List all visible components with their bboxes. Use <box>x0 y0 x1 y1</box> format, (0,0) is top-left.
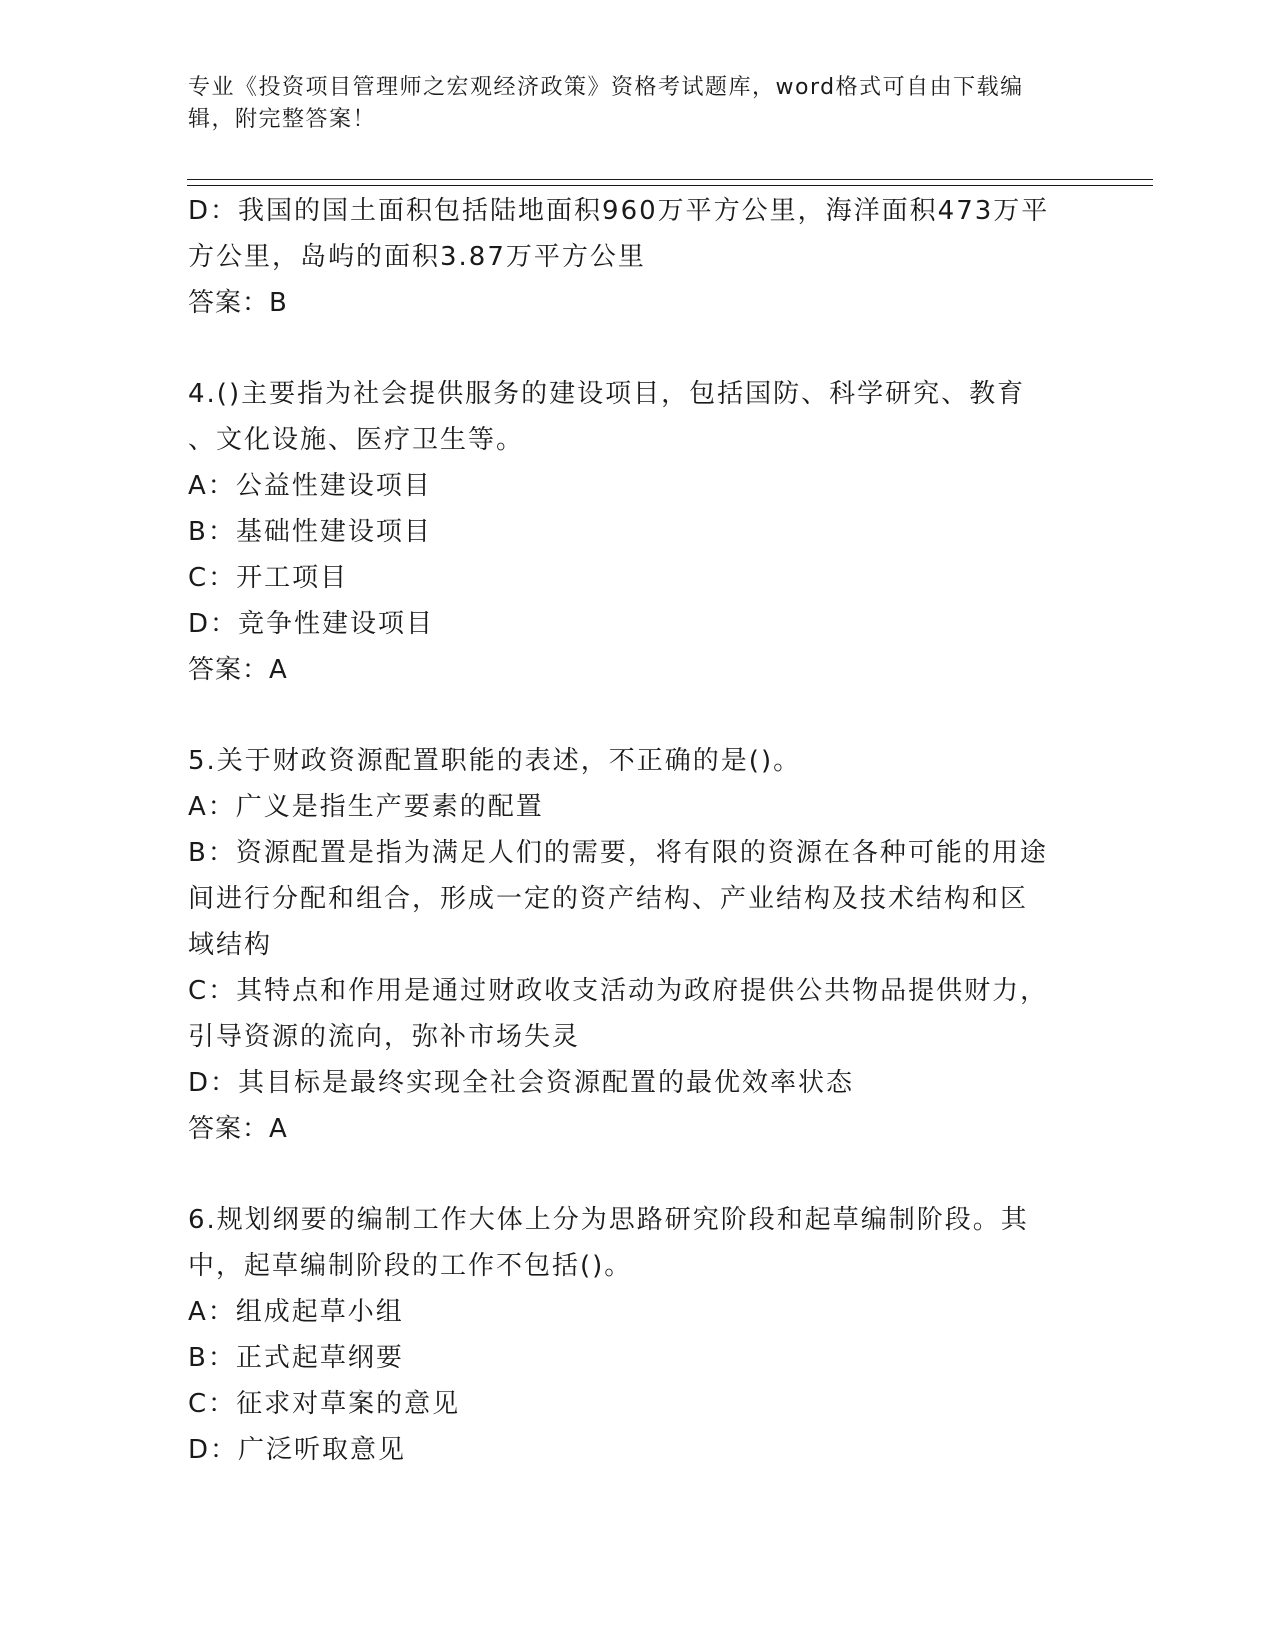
option-c: C：开工项目 <box>188 563 349 593</box>
question-6 <box>188 1197 1088 1473</box>
header-line-1: 专业《投资项目管理师之宏观经济政策》资格考试题库，word格式可自由下载编 <box>188 75 1024 100</box>
option-a: A：公益性建设项目 <box>188 471 432 501</box>
option-a: A：广义是指生产要素的配置 <box>188 792 544 822</box>
option-d: D：广泛听取意见 <box>188 1435 407 1465</box>
header-double-rule <box>187 179 1153 186</box>
header-line-2: 辑，附完整答案！ <box>188 107 377 132</box>
page-header <box>188 72 1068 136</box>
option-d: D：其目标是最终实现全社会资源配置的最优效率状态 <box>188 1068 855 1098</box>
question-stem: 4.()主要指为社会提供服务的建设项目，包括国防、科学研究、教育 <box>188 379 1026 409</box>
question-stem-continued: 中，起草编制阶段的工作不包括()。 <box>188 1251 633 1281</box>
question-stem: 6.规划纲要的编制工作大体上分为思路研究阶段和起草编制阶段。其 <box>188 1205 1029 1235</box>
option-d: D：竞争性建设项目 <box>188 609 435 639</box>
option-a: A：组成起草小组 <box>188 1297 404 1327</box>
option-c: C：征求对草案的意见 <box>188 1389 461 1419</box>
option-d-continued: 方公里，岛屿的面积3.87万平方公里 <box>188 242 646 272</box>
question-3-fragment <box>188 188 1088 326</box>
spacer <box>188 1152 1088 1197</box>
question-5 <box>188 738 1088 1152</box>
option-b: B：基础性建设项目 <box>188 517 432 547</box>
question-stem-continued: 、文化设施、医疗卫生等。 <box>188 425 525 455</box>
question-4 <box>188 371 1088 693</box>
question-stem: 5.关于财政资源配置职能的表述，不正确的是()。 <box>188 746 802 776</box>
option-b: B：资源配置是指为满足人们的需要，将有限的资源在各种可能的用途 <box>188 838 1048 868</box>
spacer <box>188 326 1088 371</box>
document-body <box>188 188 1088 1473</box>
option-b-continued: 域结构 <box>188 930 273 960</box>
answer: 答案：B <box>188 288 288 318</box>
answer: 答案：A <box>188 655 288 685</box>
option-b: B：正式起草纲要 <box>188 1343 404 1373</box>
option-d: D：我国的国土面积包括陆地面积960万平方公里，海洋面积473万平 <box>188 196 1050 226</box>
spacer <box>188 693 1088 738</box>
option-c: C：其特点和作用是通过财政收支活动为政府提供公共物品提供财力， <box>188 976 1049 1006</box>
option-b-continued: 间进行分配和组合，形成一定的资产结构、产业结构及技术结构和区 <box>188 884 1029 914</box>
option-c-continued: 引导资源的流向，弥补市场失灵 <box>188 1022 581 1052</box>
answer: 答案：A <box>188 1114 288 1144</box>
